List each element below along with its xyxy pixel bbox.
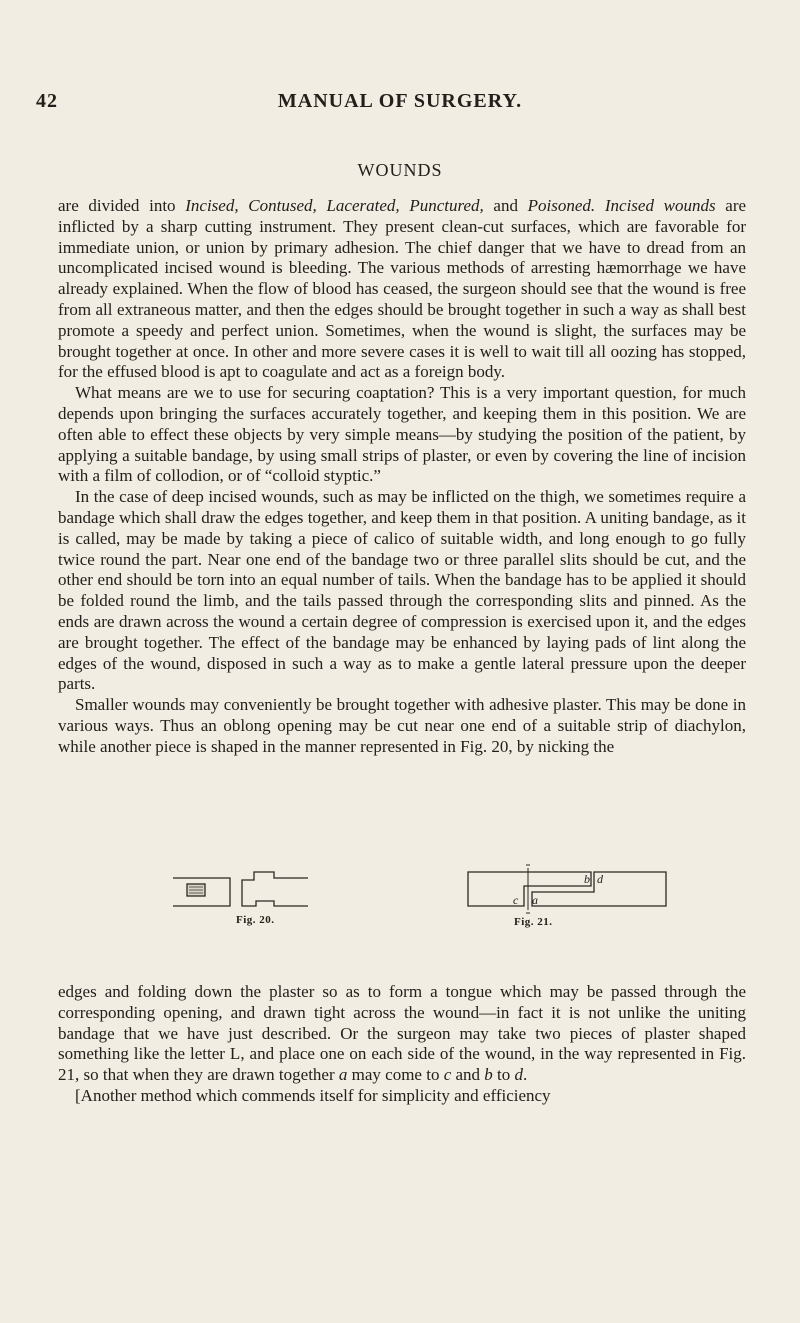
paragraph-adhesive-plaster: Smaller wounds may conveniently be brought together with adhesive plaster. This may be done in various ways. Thus an oblong opening may be cut near one end of a suitable strip of diachylon, while another piece is shaped in the manner represented in Fig. 20, by nicking the (58, 695, 746, 756)
figure-21 (466, 868, 676, 928)
figure-20 (170, 868, 310, 926)
text-block-upper (58, 196, 746, 758)
running-title: MANUAL OF SURGERY. (277, 90, 523, 112)
left-l-plaster (468, 872, 591, 906)
section-heading: WOUNDS (357, 160, 443, 180)
plaster-strip-with-tongue (242, 872, 308, 906)
running-head (36, 90, 764, 120)
label-b: b (584, 872, 590, 886)
figure-20-plaster-strips (170, 868, 310, 910)
text-block-lower (58, 982, 746, 1107)
figure-20-caption: Fig. 20. (236, 914, 275, 926)
label-d: d (597, 872, 603, 886)
paragraph-coaptation: What means are we to use for securing coaptation? This is a very important question, for much depends upon bringing the surfaces accurately together, and keeping them in this position. We are often able to effect these objects by very simple means—by studying the position of the patient, by applying a suitable bandage, by using small strips of plaster, or even by covering the line of incision with a film of collodion, or of “colloid styptic.” (58, 383, 746, 486)
paragraph-l-shaped-plasters: edges and folding down the plaster so as to form a tongue which may be passed through the corresponding opening, and drawn tight across the wound—in fact it is not unlike the uniting bandage that we have just described. Or the surgeon may take two pieces of plaster shaped something like the letter L, and place one on each side of the wound, in the way represented in Fig. 21, so that when they are drawn together a may come to c and b to d. (58, 982, 746, 1085)
label-a: a (532, 893, 538, 907)
figure-21-l-shaped-plasters (466, 868, 676, 912)
paragraph-types-of-wounds: are divided into Incised, Contused, Lacerated, Punctured, and Poisoned. Incised wounds are inflicted by a sharp cutting instrument. They present clean-cut surfaces, which are favorable for immediate union, or union by primary adhesion. The chief danger that we have to dread from an uncomplicated incised wound is bleeding. The various methods of arresting hæmorrhage we have already explained. When the flow of blood has ceased, the surgeon should see that the wound is free from all extraneous matter, and then the edges should be brought together in such a way as shall best promote a speedy and perfect union. Sometimes, when the wound is slight, the surfaces may be brought together at once. In other and more severe cases it is well to wait till all oozing has stopped, for the effused blood is apt to coagulate and act as a foreign body. (58, 196, 747, 382)
page-number: 42 (36, 90, 58, 112)
paragraph-uniting-bandage: In the case of deep incised wounds, such as may be inflicted on the thigh, we sometimes require a bandage which shall draw the edges together, and keep them in that position. A uniting bandage, as it is called, may be made by taking a piece of calico of suitable width, and long enough to go fully twice round the part. Near one end of the bandage two or three parallel slits should be cut, and the other end should be torn into an equal number of tails. When the bandage has to be applied it should be folded round the limb, and the tails passed through the corresponding slits and pinned. As the ends are drawn across the wound a certain degree of compression is exercised upon it, and the edges are brought together. The effect of the bandage may be enhanced by laying pads of lint along the edges of the wound, disposed in such a way as to make a gentle lateral pressure upon the deeper parts. (58, 487, 746, 694)
paragraph-another-method: [Another method which commends itself for simplicity and efficiency (75, 1085, 551, 1105)
figure-21-caption: Fig. 21. (514, 916, 553, 928)
label-c: c (513, 893, 519, 907)
